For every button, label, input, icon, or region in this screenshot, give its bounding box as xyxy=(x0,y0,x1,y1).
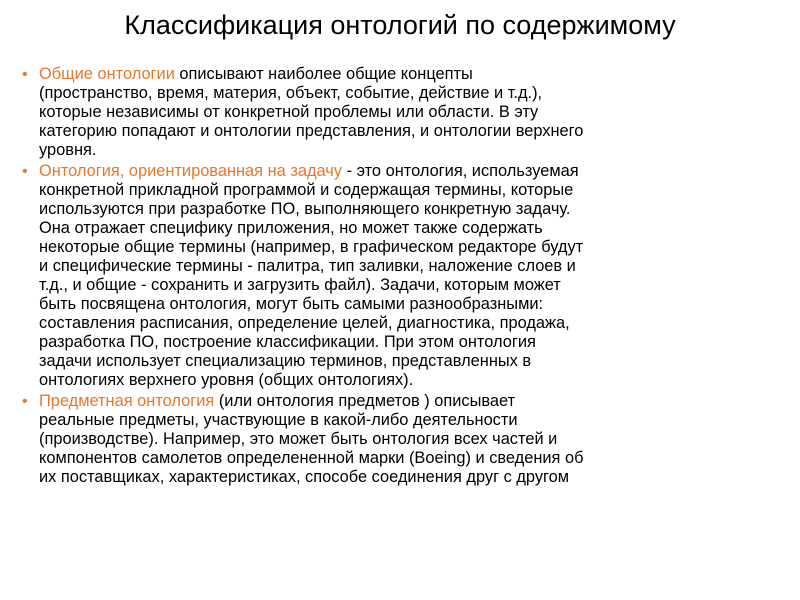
bullet-line: их поставщиках, характеристиках, способе соединения друг с другом xyxy=(39,468,570,486)
bullet-term: Общие онтологии xyxy=(39,65,175,83)
bullet-line: которые независимы от конкретной проблемы или области. В эту xyxy=(39,103,539,121)
bullet-general-ontologies xyxy=(22,65,792,160)
bullet-line: используются при разработке ПО, выполняющего конкретную задачу. xyxy=(39,200,571,218)
bullet-line: и специфические термины - палитра, тип заливки, наложение слоев и xyxy=(39,257,576,275)
bullet-line xyxy=(39,65,792,84)
bullet-line: Она отражает специфику приложения, но может также содержать xyxy=(39,219,543,237)
bullet-dot-icon: • xyxy=(22,163,28,180)
bullet-text: (или онтология предметов ) описывает xyxy=(214,392,516,410)
bullet-line: компонентов самолетов определененной марки (Boeing) и сведения об xyxy=(39,449,584,467)
bullet-text: - это онтология, используемая xyxy=(342,162,579,180)
bullet-line: конкретной прикладной программой и содержащая термины, которые xyxy=(39,181,574,199)
bullet-line: быть посвящена онтология, могут быть самыми разнообразными: xyxy=(39,295,544,313)
bullet-list xyxy=(22,65,792,489)
bullet-line: категорию попадают и онтологии представления, и онтологии верхнего xyxy=(39,122,584,140)
slide-title: Классификация онтологий по содержимому xyxy=(124,10,676,40)
bullet-line: реальные предметы, участвующие в какой-либо деятельности xyxy=(39,411,518,429)
bullet-term: Предметная онтология xyxy=(39,392,215,410)
bullet-domain-ontology xyxy=(22,392,792,487)
bullet-line: разработка ПО, построение классификации. При этом онтология xyxy=(39,333,536,351)
bullet-line: (пространство, время, материя, объект, событие, действие и т.д.), xyxy=(39,84,543,102)
bullet-line: уровня. xyxy=(39,141,97,159)
bullet-line: задачи использует специализацию терминов, представленных в xyxy=(39,352,532,370)
bullet-line xyxy=(39,392,792,411)
bullet-line: онтологиях верхнего уровня (общих онтологиях). xyxy=(39,371,414,389)
bullet-line: составления расписания, определение целей, диагностика, продажа, xyxy=(39,314,570,332)
bullet-dot-icon: • xyxy=(22,393,28,410)
bullet-term: Онтология, ориентированная на задачу xyxy=(39,162,343,180)
bullet-line xyxy=(39,162,792,181)
bullet-line: некоторые общие термины (например, в графическом редакторе будут xyxy=(39,238,584,256)
bullet-text: описывают наиболее общие концепты xyxy=(174,65,473,83)
bullet-dot-icon: • xyxy=(22,66,28,83)
bullet-line: (производстве). Например, это может быть онтология всех частей и xyxy=(39,430,558,448)
bullet-task-ontology xyxy=(22,162,792,390)
bullet-line: т.д., и общие - сохранить и загрузить файл). Задачи, которым может xyxy=(39,276,561,294)
